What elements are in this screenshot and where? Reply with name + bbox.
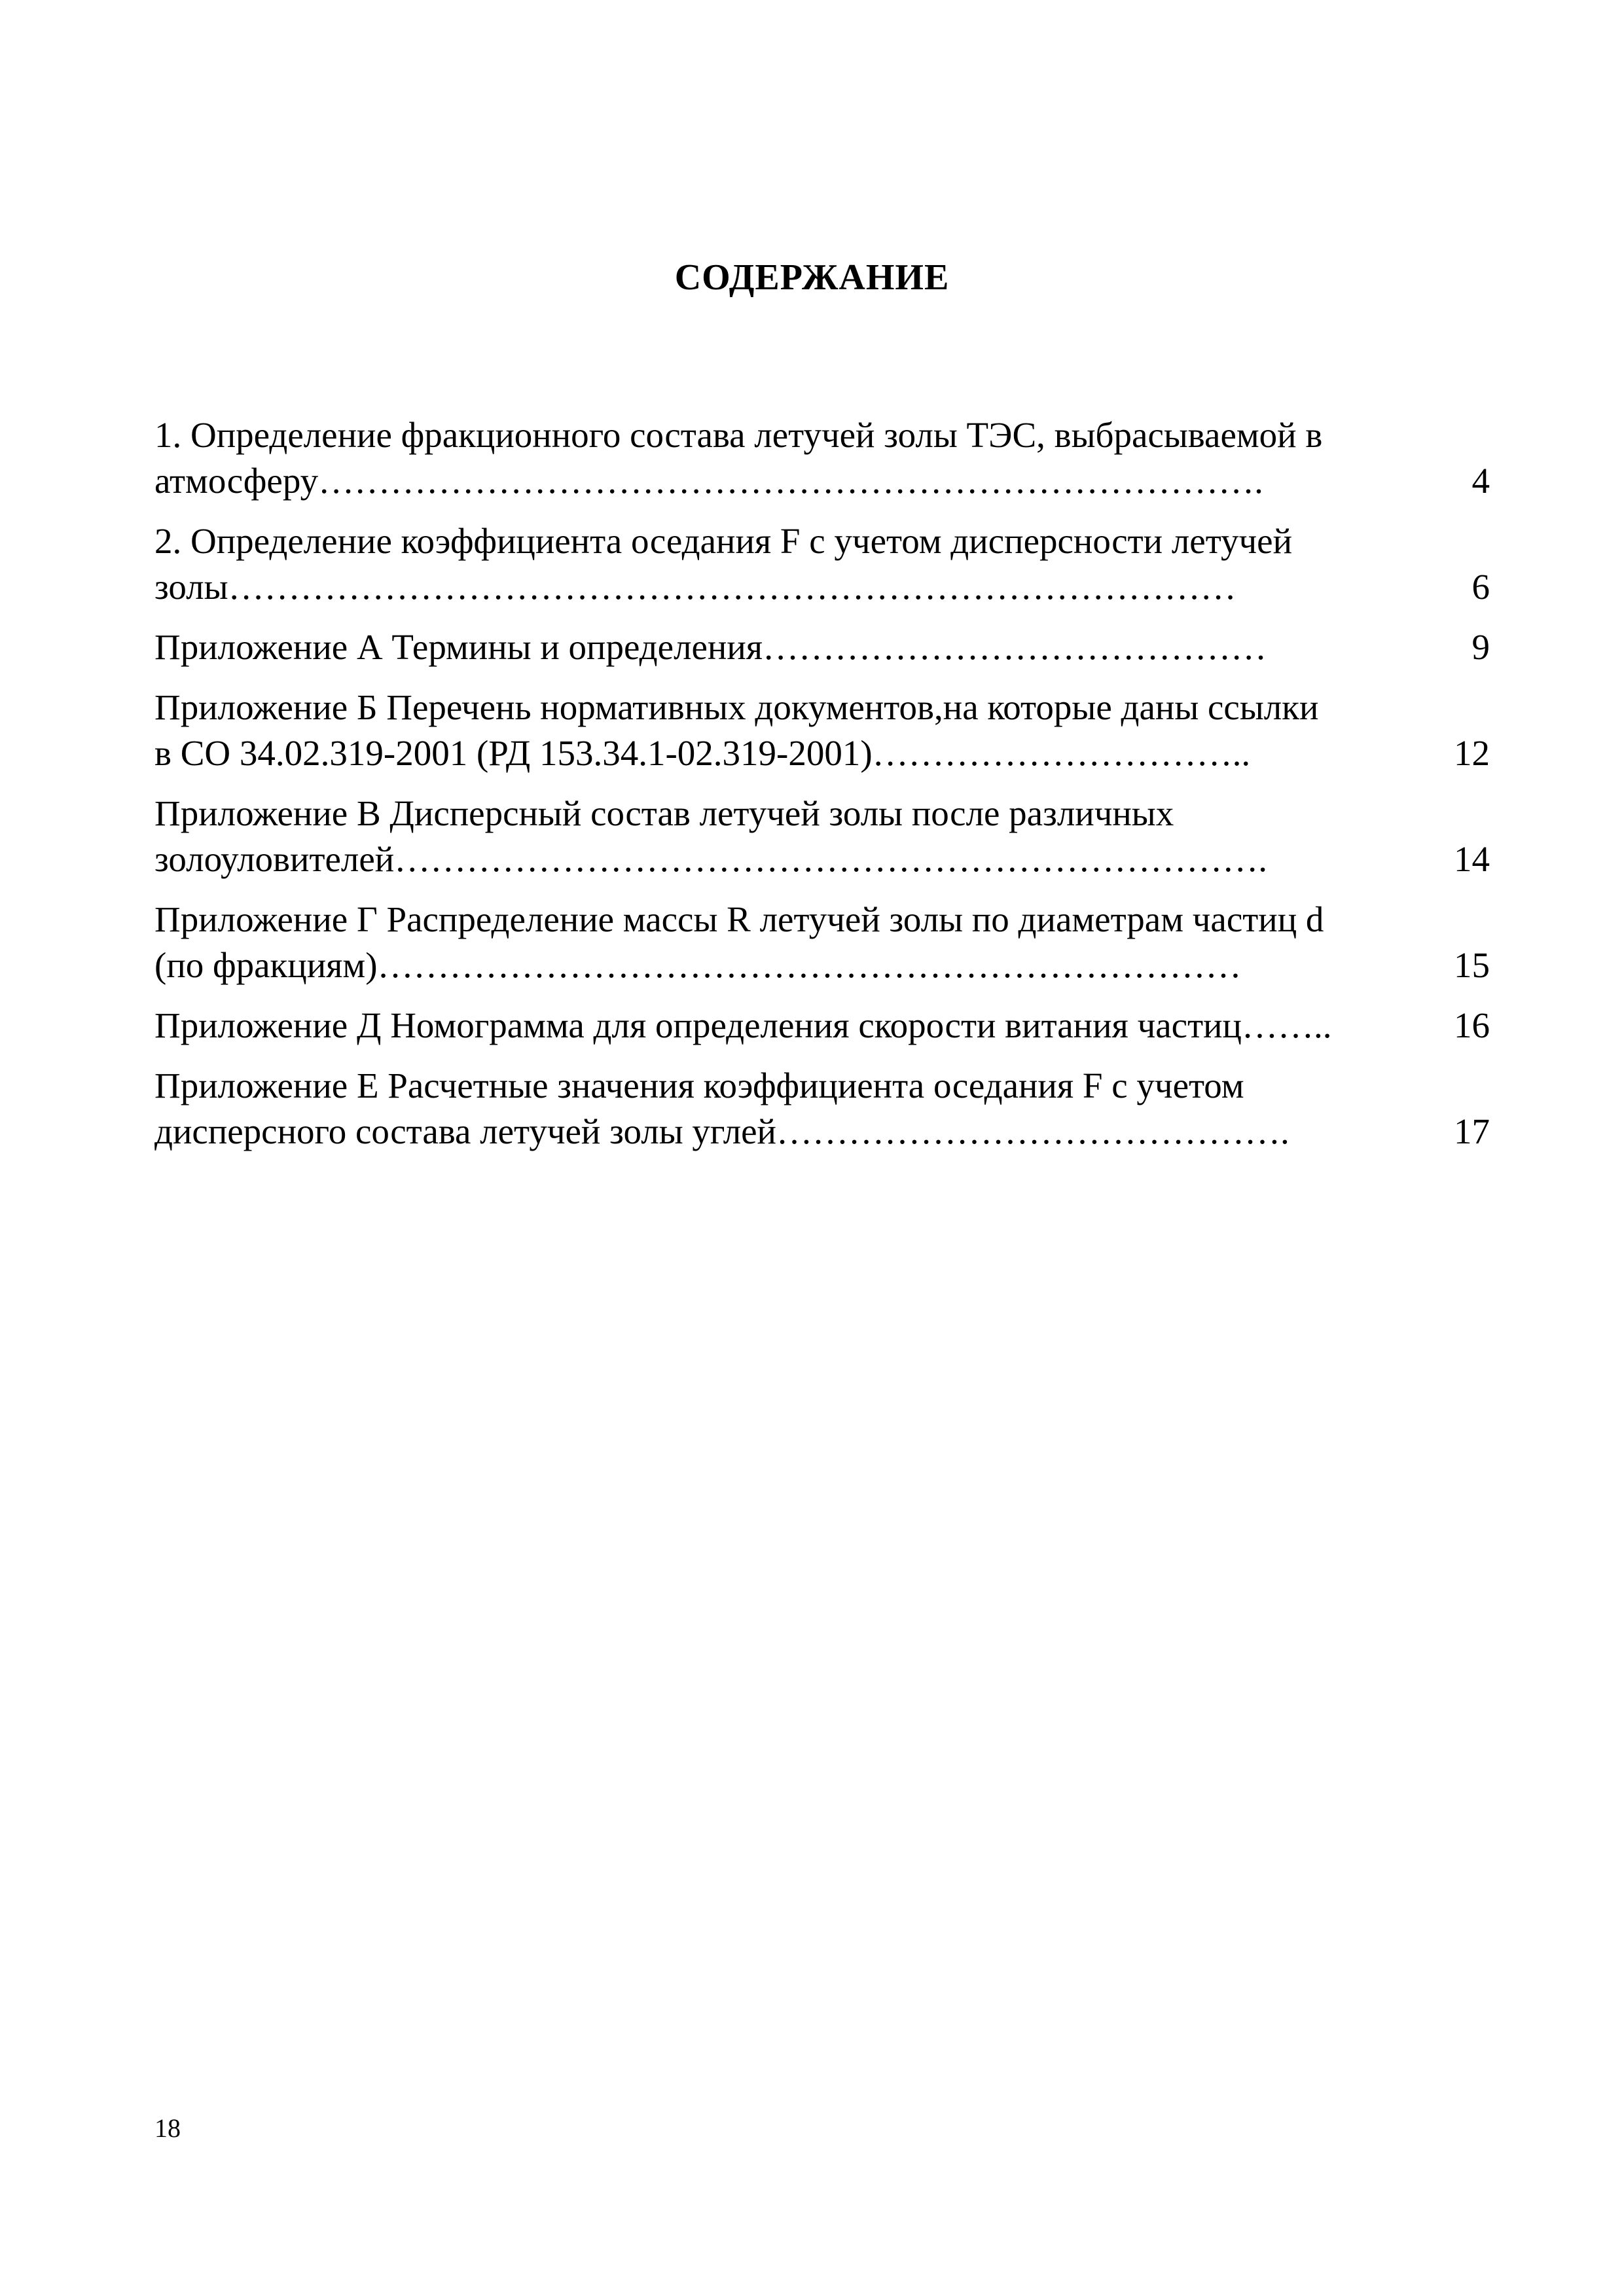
toc-entry-text	[154, 897, 1418, 988]
toc-entry-text	[154, 1003, 1418, 1049]
toc-entry-text	[154, 518, 1418, 610]
toc-entry	[154, 685, 1490, 776]
toc-entry	[154, 1063, 1490, 1155]
toc-entry	[154, 897, 1490, 988]
toc-entry-line: Приложение Е Расчетные значения коэффициента оседания F с учетом	[154, 1066, 1244, 1105]
page-number: 18	[154, 2113, 181, 2143]
toc-entry-line: Приложение Б Перечень нормативных документов,на которые даны ссылки	[154, 687, 1319, 727]
toc-entry-text	[154, 791, 1418, 882]
toc-entry-line: Приложение Д Номограмма для определения скорости витания частиц……..	[154, 1005, 1332, 1045]
toc-page-number: 6	[1471, 567, 1490, 607]
toc-entry-line: Приложение Г Распределение массы R летучей золы по диаметрам частиц d	[154, 899, 1324, 939]
toc-page-number: 12	[1454, 733, 1490, 773]
toc-entry	[154, 1003, 1490, 1049]
toc-entry-line: 2. Определение коэффициента оседания F с учетом дисперсности летучей	[154, 521, 1293, 561]
toc-page-number: 14	[1454, 839, 1490, 879]
toc-page-number: 4	[1471, 461, 1490, 501]
toc-entry-line: в СО 34.02.319-2001 (РД 153.34.1-02.319-2001)…………………………..	[154, 733, 1251, 773]
page-title: СОДЕРЖАНИЕ	[674, 257, 950, 298]
toc-entry-line: (по фракциям)………………………………………………………………	[154, 945, 1242, 985]
toc-page-number: 17	[1454, 1111, 1490, 1151]
toc-entry-line: Приложение А Термины и определения……………………………………	[154, 627, 1267, 667]
toc-entry-line: золы…………………………………………………………………………	[154, 567, 1236, 607]
toc-entry-text	[154, 1063, 1418, 1155]
toc-entry	[154, 518, 1490, 610]
toc-entry	[154, 791, 1490, 882]
toc-entry-line: атмосферу…………………………………………………………………….	[154, 461, 1263, 501]
table-of-contents	[154, 412, 1490, 1169]
toc-entry-text	[154, 624, 1418, 670]
toc-entry-line: дисперсного состава летучей золы углей…………………………………….	[154, 1111, 1290, 1151]
toc-entry-text	[154, 685, 1418, 776]
toc-page-number: 16	[1454, 1005, 1490, 1045]
toc-entry-line: золоуловителей……………………………………………………………….	[154, 839, 1267, 879]
toc-entry	[154, 412, 1490, 504]
toc-page-number: 15	[1454, 945, 1490, 985]
toc-entry-line: 1. Определение фракционного состава летучей золы ТЭС, выбрасываемой в	[154, 415, 1323, 455]
toc-entry	[154, 624, 1490, 670]
toc-page-number: 9	[1471, 627, 1490, 667]
toc-entry-text	[154, 412, 1418, 504]
toc-entry-line: Приложение В Дисперсный состав летучей золы после различных	[154, 793, 1174, 833]
